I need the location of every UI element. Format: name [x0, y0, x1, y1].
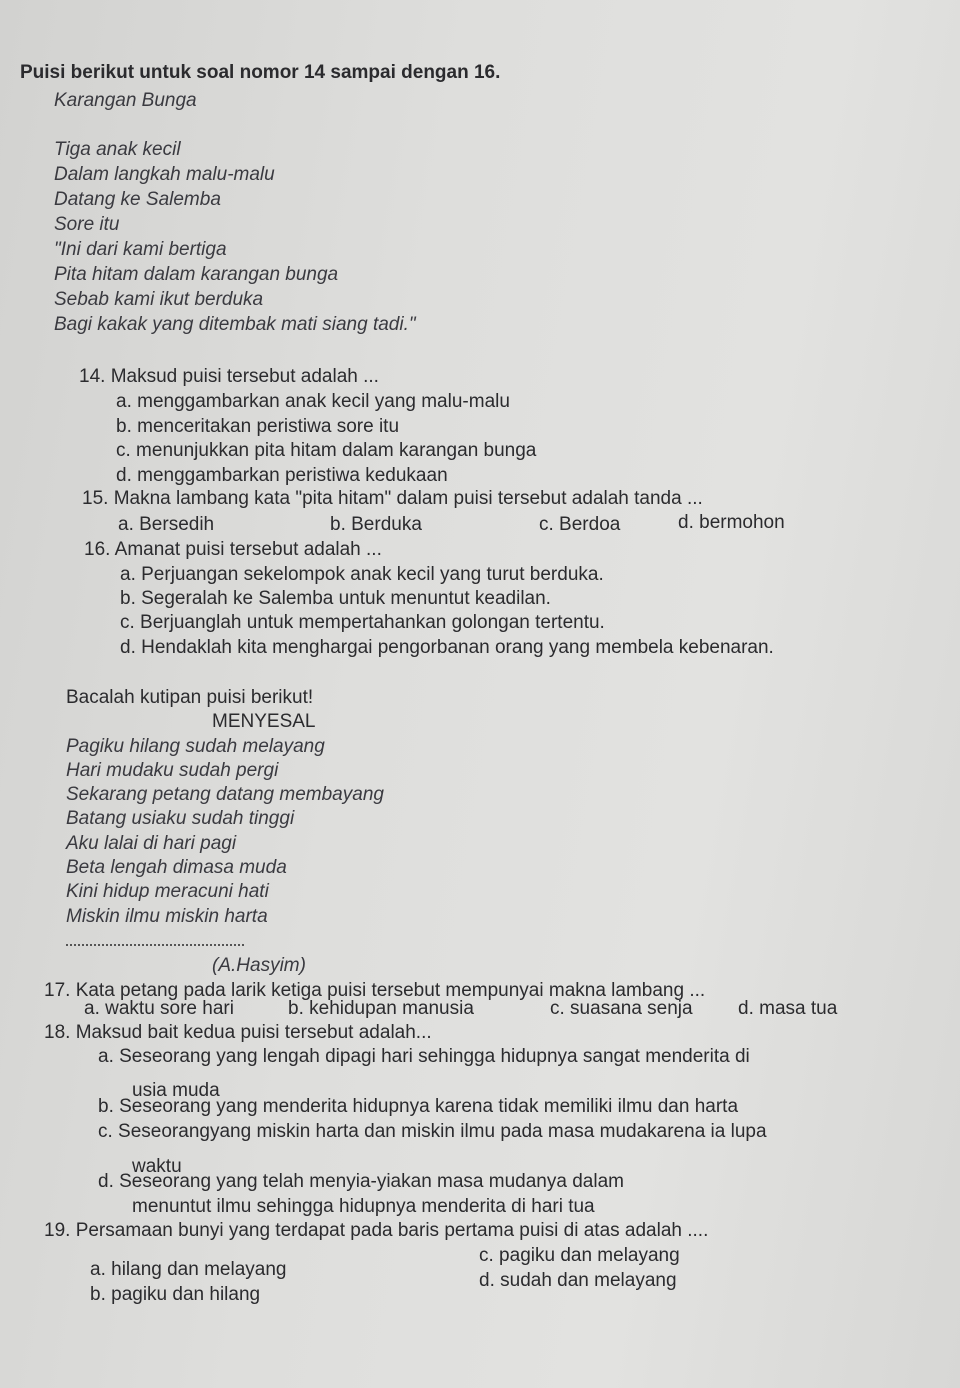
q18-option-a-cont: usia muda: [132, 1080, 220, 1101]
poem1-title: Karangan Bunga: [54, 90, 197, 111]
poem1-line: Bagi kakak yang ditembak mati siang tadi.": [54, 314, 416, 335]
poem1-line: Sore itu: [54, 214, 120, 235]
question-19: 19. Persamaan bunyi yang terdapat pada baris pertama puisi di atas adalah ....: [44, 1220, 709, 1241]
poem2-line: Aku lalai di hari pagi: [66, 833, 237, 854]
q17-option-b: b. kehidupan manusia: [288, 998, 474, 1019]
question-17: 17. Kata petang pada larik ketiga puisi tersebut mempunyai makna lambang ...: [44, 980, 706, 1001]
poem2-line: Sekarang petang datang membayang: [66, 784, 384, 805]
dotted-divider: [66, 944, 244, 946]
question-14: 14. Maksud puisi tersebut adalah ...: [79, 366, 379, 387]
q16-option-a: a. Perjuangan sekelompok anak kecil yang turut berduka.: [120, 564, 604, 585]
q18-option-d: d. Seseorang yang telah menyia-yiakan masa mudanya dalam: [98, 1171, 624, 1192]
q18-option-a: a. Seseorang yang lengah dipagi hari sehingga hidupnya sangat menderita di: [98, 1046, 750, 1067]
poem2-line: Kini hidup meracuni hati: [66, 881, 269, 902]
q18-option-c: c. Seseorangyang miskin harta dan miskin ilmu pada masa mudakarena ia lupa: [98, 1121, 767, 1142]
q15-option-a: a. Bersedih: [118, 514, 215, 535]
poem1-line: Sebab kami ikut berduka: [54, 289, 264, 310]
poem1-line: "Ini dari kami bertiga: [54, 239, 227, 260]
q19-option-a: a. hilang dan melayang: [90, 1259, 287, 1280]
poem2-line: Batang usiaku sudah tinggi: [66, 808, 295, 829]
q18-option-d-cont: menuntut ilmu sehingga hidupnya menderita di hari tua: [132, 1196, 595, 1217]
q16-option-b: b. Segeralah ke Salemba untuk menuntut keadilan.: [120, 588, 551, 609]
q15-option-d: d. bermohon: [678, 512, 785, 533]
q17-option-c: c. suasana senja: [550, 998, 693, 1019]
q17-option-a: a. waktu sore hari: [84, 998, 234, 1019]
section-header: Puisi berikut untuk soal nomor 14 sampai dengan 16.: [20, 62, 501, 83]
q14-option-c: c. menunjukkan pita hitam dalam karangan bunga: [116, 440, 537, 461]
q19-option-b: b. pagiku dan hilang: [90, 1284, 261, 1305]
q18-option-b: b. Seseorang yang menderita hidupnya karena tidak memiliki ilmu dan harta: [98, 1096, 739, 1117]
question-16: 16. Amanat puisi tersebut adalah ...: [84, 539, 382, 560]
q18-option-c-cont: waktu: [132, 1156, 182, 1177]
poem2-title: MENYESAL: [212, 711, 316, 732]
poem1-line: Dalam langkah malu-malu: [54, 164, 275, 185]
poem2-line: Pagiku hilang sudah melayang: [66, 736, 325, 757]
question-18: 18. Maksud bait kedua puisi tersebut adalah...: [44, 1022, 432, 1043]
q15-option-b: b. Berduka: [330, 514, 422, 535]
poem1-line: Datang ke Salemba: [54, 189, 221, 210]
poem1-line: Pita hitam dalam karangan bunga: [54, 264, 339, 285]
poem2-author: (A.Hasyim): [212, 955, 306, 976]
q16-option-c: c. Berjuanglah untuk mempertahankan golongan tertentu.: [120, 612, 605, 633]
q14-option-b: b. menceritakan peristiwa sore itu: [116, 416, 400, 437]
q17-option-d: d. masa tua: [738, 998, 838, 1019]
poem2-line: Hari mudaku sudah pergi: [66, 760, 279, 781]
poem2-line: Miskin ilmu miskin harta: [66, 906, 268, 927]
poem2-line: Beta lengah dimasa muda: [66, 857, 287, 878]
poem2-intro: Bacalah kutipan puisi berikut!: [66, 687, 314, 708]
poem1-line: Tiga anak kecil: [54, 139, 181, 160]
q15-option-c: c. Berdoa: [539, 514, 621, 535]
q14-option-d: d. menggambarkan peristiwa kedukaan: [116, 465, 448, 486]
q19-option-c: c. pagiku dan melayang: [479, 1245, 680, 1266]
q19-option-d: d. sudah dan melayang: [479, 1270, 677, 1291]
q16-option-d: d. Hendaklah kita menghargai pengorbanan orang yang membela kebenaran.: [120, 637, 774, 658]
question-15: 15. Makna lambang kata "pita hitam" dalam puisi tersebut adalah tanda ...: [82, 488, 703, 509]
q14-option-a: a. menggambarkan anak kecil yang malu-malu: [116, 391, 510, 412]
